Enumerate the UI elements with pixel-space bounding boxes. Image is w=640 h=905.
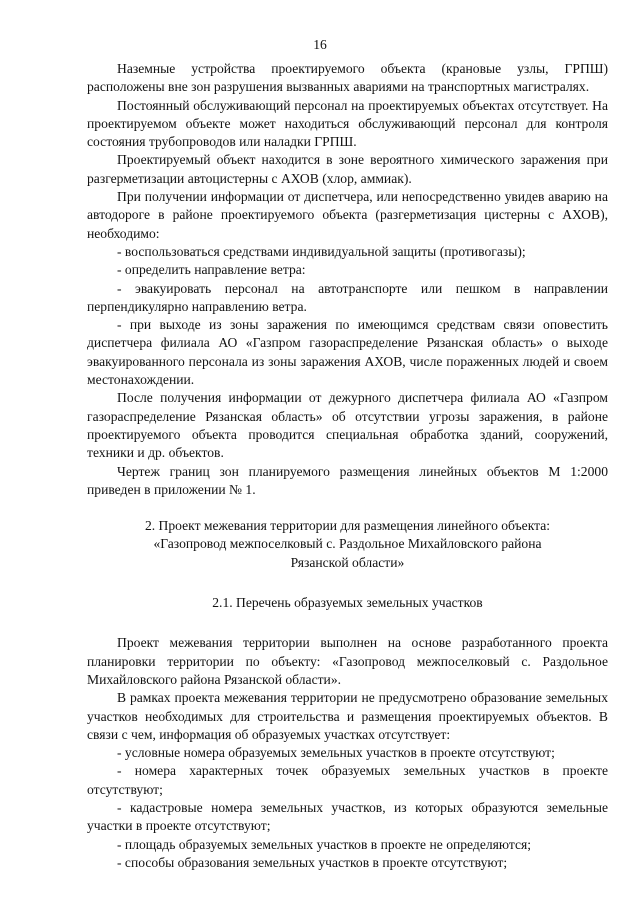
list-item: - эвакуировать персонал на автотранспорте или пешком в направлении перпендикулярно направлению ветра. [87,280,608,314]
section-heading-line: 2. Проект межевания территории для размещения линейного объекта: [144,518,551,534]
list-item: - воспользоваться средствами индивидуальной защиты (противогазы); [117,243,526,259]
paragraph: После получения информации от дежурного диспетчера филиала АО «Газпром газораспределение Рязанская область» об отсутствии угрозы заражения, в районе проектируемого объекта проводится специальная обработка зданий, сооружений, техники и др. объектов. [87,390,608,461]
subsection-heading: 2.1. Перечень образуемых земельных участков [212,595,483,611]
list-item: - площадь образуемых земельных участков в проекте не определяются; [117,836,532,852]
list-item: - номера характерных точек образуемых земельных участков в проекте отсутствуют; [87,763,608,797]
page-number: 16 [313,37,327,52]
page-body [87,60,608,872]
paragraph: Чертеж границ зон планируемого размещения линейных объектов М 1:2000 приведен в приложении № 1. [87,463,608,497]
list-item: - определить направление ветра: [117,262,306,278]
list-item: - при выходе из зоны заражения по имеющимся средствам связи оповестить диспетчера филиала АО «Газпром газораспределение Рязанская область» о выходе эвакуированного персонала из зоны заражения АХОВ, числе пораженных людей и своем местонахождении. [87,317,608,388]
paragraph: Наземные устройства проектируемого объекта (крановые узлы, ГРПШ) расположены вне зон разрушения вызванных авариями на транспортных магистралях. [87,61,608,95]
paragraph: При получении информации от диспетчера, или непосредственно увидев аварию на автодороге в районе проектируемого объекта (разгерметизация цистерны с АХОВ), необходимо: [87,189,608,241]
paragraph: Проектируемый объект находится в зоне вероятного химического заражения при разгерметизации автоцистерны с АХОВ (хлор, аммиак). [87,152,608,186]
section-heading-line: Рязанской области» [290,554,405,570]
list-item: - кадастровые номера земельных участков, из которых образуются земельные участки в проекте отсутствуют; [87,799,608,834]
list-item: - способы образования земельных участков в проекте отсутствуют; [117,854,508,870]
section-heading-line: «Газопровод межпоселковый с. Раздольное Михайловского района [153,536,542,552]
paragraph: В рамках проекта межевания территории не предусмотрено образование земельных участков необходимых для строительства и размещения проектируемых объектов. В связи с чем, информация об образуемых участках отсутствует: [87,690,608,742]
paragraph: Постоянный обслуживающий персонал на проектируемых объектах отсутствует. На проектируемом объекте может находиться обслуживающий персонал для контроля состояния трубопроводов или наладки ГРПШ. [87,97,608,150]
paragraph: Проект межевания территории выполнен на основе разработанного проекта планировки территории по объекту: «Газопровод межпоселковый с. Раздольное Михайловского района Рязанской области». [87,635,608,687]
list-item: - условные номера образуемых земельных участков в проекте отсутствуют; [117,745,555,761]
